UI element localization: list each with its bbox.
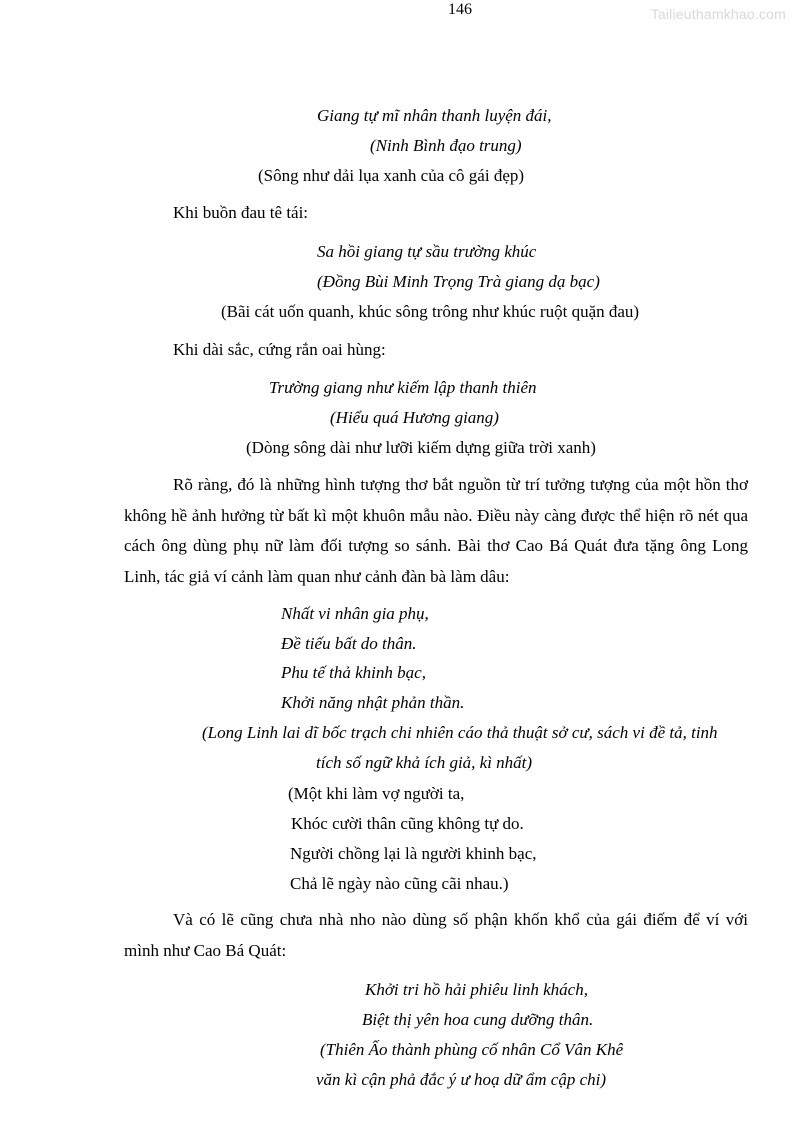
intro-3: Khi dài sắc, cứng rắn oai hùng:: [173, 340, 386, 359]
poem5-source-1: (Thiên Ấo thành phùng cố nhân Cổ Vân Khê: [320, 1040, 624, 1059]
poem3-line: Trường giang như kiếm lập thanh thiên: [269, 378, 537, 397]
poem1-source: (Ninh Bình đạo trung): [370, 136, 522, 155]
poem3-translation: (Dòng sông dài như lưỡi kiếm dựng giữa trời xanh): [246, 438, 596, 457]
poem2-translation: (Bãi cát uốn quanh, khúc sông trông như khúc ruột quặn đau): [221, 302, 640, 321]
poem4-translation-1: (Một khi làm vợ người ta,: [288, 784, 465, 803]
watermark: Tailieuthamkhao.com: [650, 6, 786, 22]
poem1-translation: (Sông như dải lụa xanh của cô gái đẹp): [258, 166, 525, 185]
poem4-line-2: Đề tiếu bất do thân.: [281, 634, 417, 653]
poem1-line: Giang tự mĩ nhân thanh luyện đái,: [317, 106, 552, 125]
poem4-source-2: tích số ngữ khả ích giả, kì nhất): [316, 753, 533, 772]
body-paragraph-2: Và có lẽ cũng chưa nhà nho nào dùng số phận khốn khổ của gái điếm để ví với mình như Cao Bá Quát:: [124, 910, 748, 960]
body-paragraph-1: Rõ ràng, đó là những hình tượng thơ bắt nguồn từ trí tưởng tượng của một hồn thơ không hề ảnh hưởng từ bất kì một khuôn mẫu nào. Điều này càng được thể hiện rõ nét qua cách ông dùng phụ nữ làm đối tượng so sánh. Bài thơ Cao Bá Quát đưa tặng ông Long Linh, tác giả ví cảnh làm quan như cảnh đàn bà làm dâu:: [124, 475, 748, 586]
poem4-line-3: Phu tế thả khinh bạc,: [281, 663, 426, 682]
poem3-source: (Hiểu quá Hương giang): [330, 408, 499, 427]
poem4-translation-3: Người chồng lại là người khinh bạc,: [290, 844, 537, 863]
poem4-line-1: Nhất vi nhân gia phụ,: [281, 604, 429, 623]
poem5-source-2: văn kì cận phả đắc ý ư hoạ dữ ẩm cập chi): [316, 1070, 606, 1089]
poem4-line-4: Khởi năng nhật phản thần.: [281, 693, 465, 712]
poem5-line-2: Biệt thị yên hoa cung dưỡng thân.: [362, 1010, 594, 1029]
poem4-source-1: (Long Linh lai dĩ bốc trạch chi nhiên cáo thả thuật sở cư, sách vi đề tả, tinh: [202, 723, 718, 742]
poem2-source: (Đồng Bùi Minh Trọng Trà giang dạ bạc): [317, 272, 600, 291]
poem2-line: Sa hồi giang tự sầu trường khúc: [317, 242, 537, 261]
poem4-translation-4: Chả lẽ ngày nào cũng cãi nhau.): [290, 874, 509, 893]
poem5-line-1: Khởi tri hồ hải phiêu linh khách,: [365, 980, 588, 999]
intro-2: Khi buồn đau tê tái:: [173, 203, 309, 222]
page-number: 146: [448, 1, 472, 18]
poem4-translation-2: Khóc cười thân cũng không tự do.: [291, 814, 524, 833]
